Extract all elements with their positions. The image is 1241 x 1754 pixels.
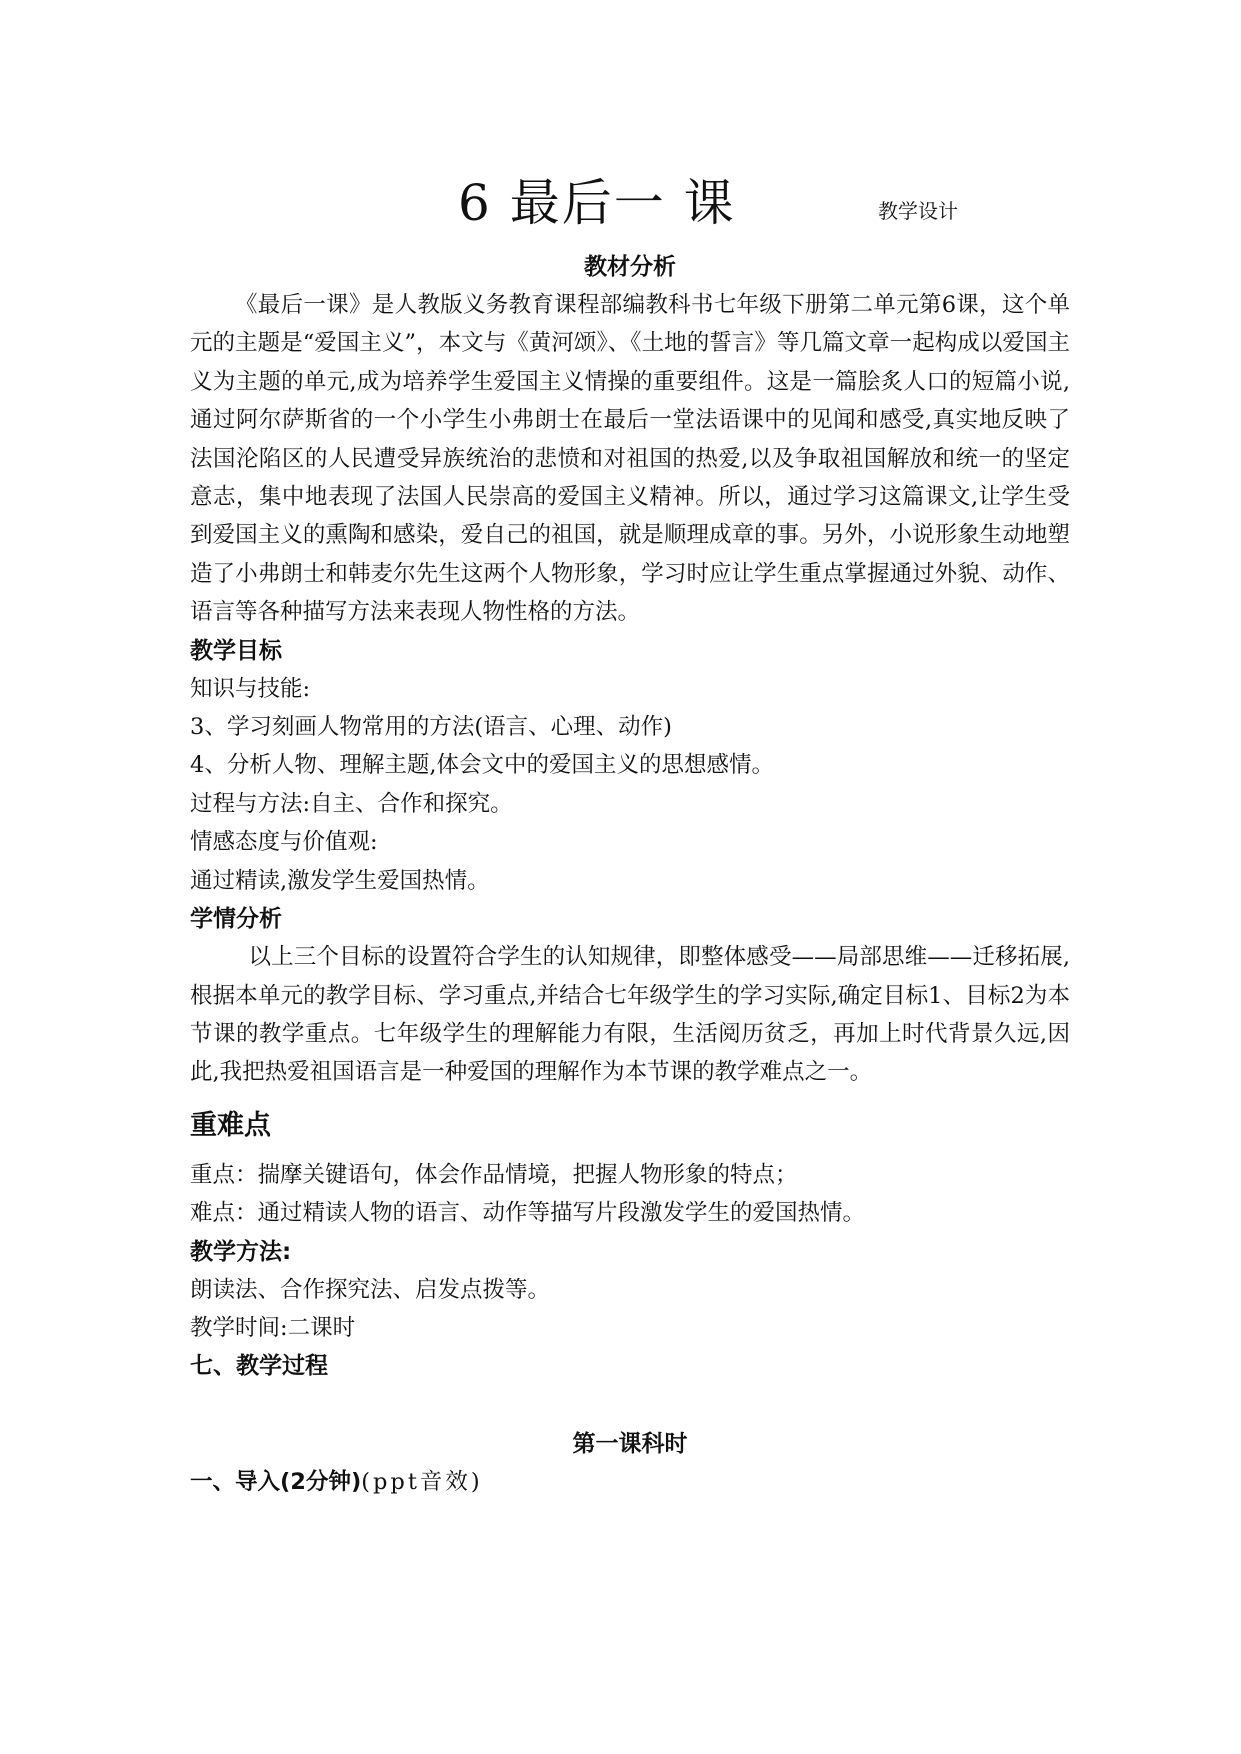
- analysis-paragraph: 《最后一课》是人教版义务教育课程部编教科书七年级下册第二单元第6课，这个单元的主题是“爱国主义”，本文与《黄河颂》、《土地的誓言》等几篇文章一起构成以爱国主义为主题的单元,成为培养学生爱国主义情操的重要组件。这是一篇脍炙人口的短篇小说,通过阿尔萨斯省的一个小学生小弗朗士在最后一堂法语课中的见闻和感受,真实地反映了法国沦陷区的人民遭受异族统治的悲愤和对祖国的热爱,以及争取祖国解放和统一的坚定意志，集中地表现了法国人民崇高的爱国主义精神。所以，通过学习这篇课文,让学生受到爱国主义的熏陶和感染，爱自己的祖国，就是顺理成章的事。另外，小说形象生动地塑造了小弗朗士和韩麦尔先生这两个人物形象，学习时应让学生重点掌握通过外貌、动作、语言等各种描写方法来表现人物性格的方法。: [190, 292, 1070, 626]
- analysis-heading: 教材分析: [584, 254, 676, 280]
- objectives-line: 4、分析人物、理解主题,体会文中的爱国主义的思想感情。: [190, 752, 774, 779]
- intro-line: [190, 1463, 1070, 1501]
- title-row: [0, 168, 1241, 238]
- objectives-heading: 教学目标: [190, 637, 282, 664]
- objectives-line: 通过精读,激发学生爱国热情。: [190, 867, 490, 894]
- document-subtitle: 教学设计: [878, 199, 958, 223]
- session-heading: 第一课科时: [572, 1431, 688, 1458]
- intro-note: (ppt音效): [361, 1469, 483, 1496]
- learner-analysis-heading: 学情分析: [190, 906, 282, 933]
- objectives-line: 知识与技能:: [190, 675, 311, 702]
- objectives-line: 3、学习刻画人物常用的方法(语言、心理、动作): [190, 714, 672, 741]
- objectives-line: 过程与方法:自主、合作和探究。: [190, 790, 513, 817]
- objectives-line: 情感态度与价值观:: [190, 829, 378, 856]
- document-body: [190, 248, 1070, 1501]
- process-heading: 七、教学过程: [190, 1353, 328, 1380]
- learner-analysis-paragraph: 以上三个目标的设置符合学生的认知规律，即整体感受——局部思维——迁移拓展,根据本单元的教学目标、学习重点,并结合七年级学生的学习实际,确定目标1、目标2为本节课的教学重点。七年级学生的理解能力有限，生活阅历贫乏，再加上时代背景久远,因此,我把热爱祖国语言是一种爱国的理解作为本节课的教学难点之一。: [190, 944, 1070, 1086]
- key-point-line: 重点：揣摩关键语句，体会作品情境，把握人物形象的特点；: [190, 1161, 798, 1188]
- difficult-point-line: 难点：通过精读人物的语言、动作等描写片段激发学生的爱国热情。: [190, 1200, 866, 1227]
- document-title: 6 最后一 课: [458, 174, 736, 232]
- teaching-time-line: 教学时间:二课时: [190, 1314, 356, 1341]
- spacer: [190, 1385, 1070, 1425]
- methods-line: 朗读法、合作探究法、启发点拨等。: [190, 1276, 551, 1303]
- methods-heading: 教学方法:: [190, 1238, 292, 1265]
- key-points-heading: 重难点: [190, 1109, 271, 1141]
- intro-step-label: 一、导入(2分钟): [190, 1469, 362, 1496]
